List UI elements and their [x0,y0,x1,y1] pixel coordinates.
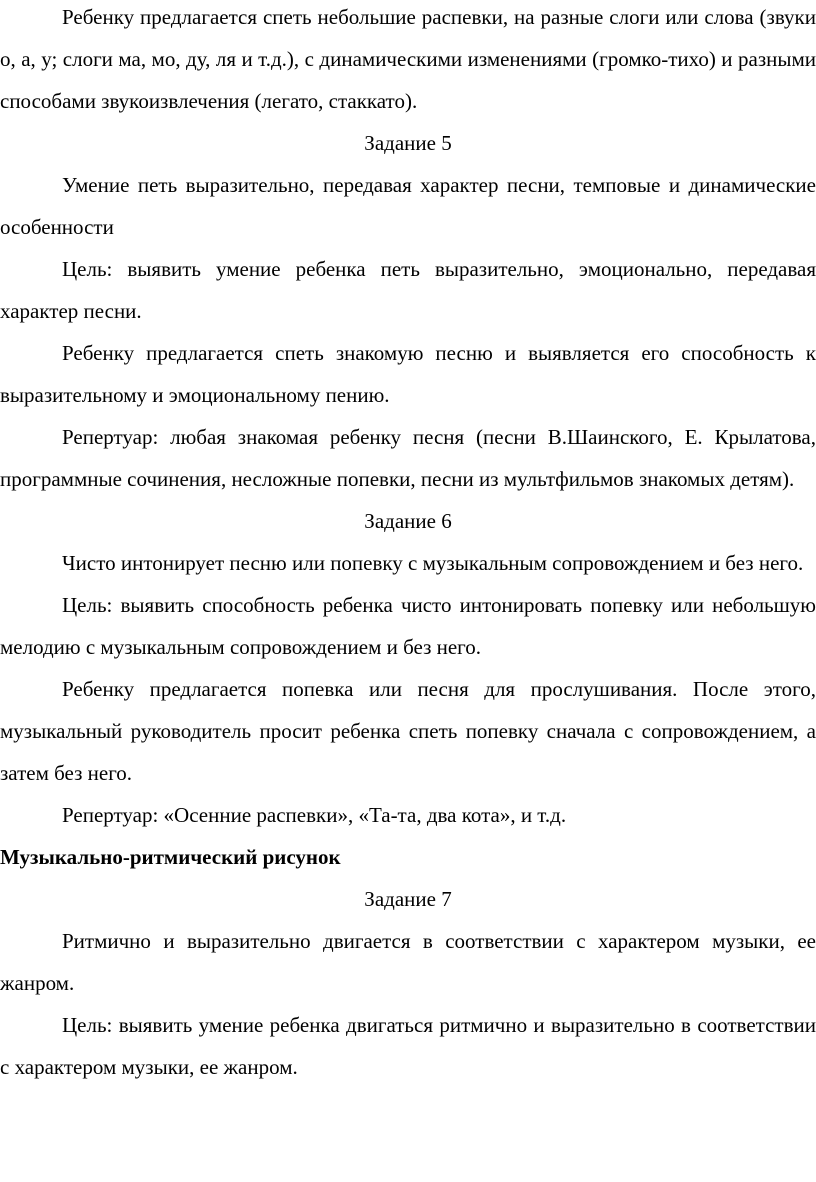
task-7-goal: Цель: выявить умение ребенка двигаться ритмично и выразительно в соответствии с характером музыки, ее жанром. [0,1013,816,1079]
section-heading-rhythm: Музыкально-ритмический рисунок [0,845,341,869]
task-6-title: Задание 6 [364,509,452,533]
task-7-title: Задание 7 [364,887,452,911]
task-7-description: Ритмично и выразительно двигается в соответствии с характером музыки, ее жанром. [0,929,816,995]
task-6-description: Чисто интонирует песню или попевку с музыкальным сопровождением и без него. [62,551,804,575]
task-5-goal: Цель: выявить умение ребенка петь выразительно, эмоционально, передавая характер песни. [0,257,816,323]
task-5-procedure: Ребенку предлагается спеть знакомую песню и выявляется его способность к выразительному и эмоциональному пению. [0,341,816,407]
task-5-repertoire: Репертуар: любая знакомая ребенку песня (песни В.Шаинского, Е. Крылатова, программные сочинения, несложные попевки, песни из мультфильмов знакомых детям). [0,425,816,491]
task-5-title: Задание 5 [364,131,452,155]
task-6-goal: Цель: выявить способность ребенка чисто интонировать попевку или небольшую мелодию с музыкальным сопровождением и без него. [0,593,816,659]
task-5-description: Умение петь выразительно, передавая характер песни, темповые и динамические особенности [0,173,816,239]
task-6-repertoire: Репертуар: «Осенние распевки», «Та-та, два кота», и т.д. [62,803,567,827]
paragraph-intro-exercises: Ребенку предлагается спеть небольшие распевки, на разные слоги или слова (звуки о, а, у; слоги ма, мо, ду, ля и т.д.), с динамическими изменениями (громко-тихо) и разными способами звукоизвлечения (легато, стаккато). [0,5,816,113]
task-6-procedure: Ребенку предлагается попевка или песня для прослушивания. После этого, музыкальный руководитель просит ребенка спеть попевку сначала с сопровождением, а затем без него. [0,677,816,785]
